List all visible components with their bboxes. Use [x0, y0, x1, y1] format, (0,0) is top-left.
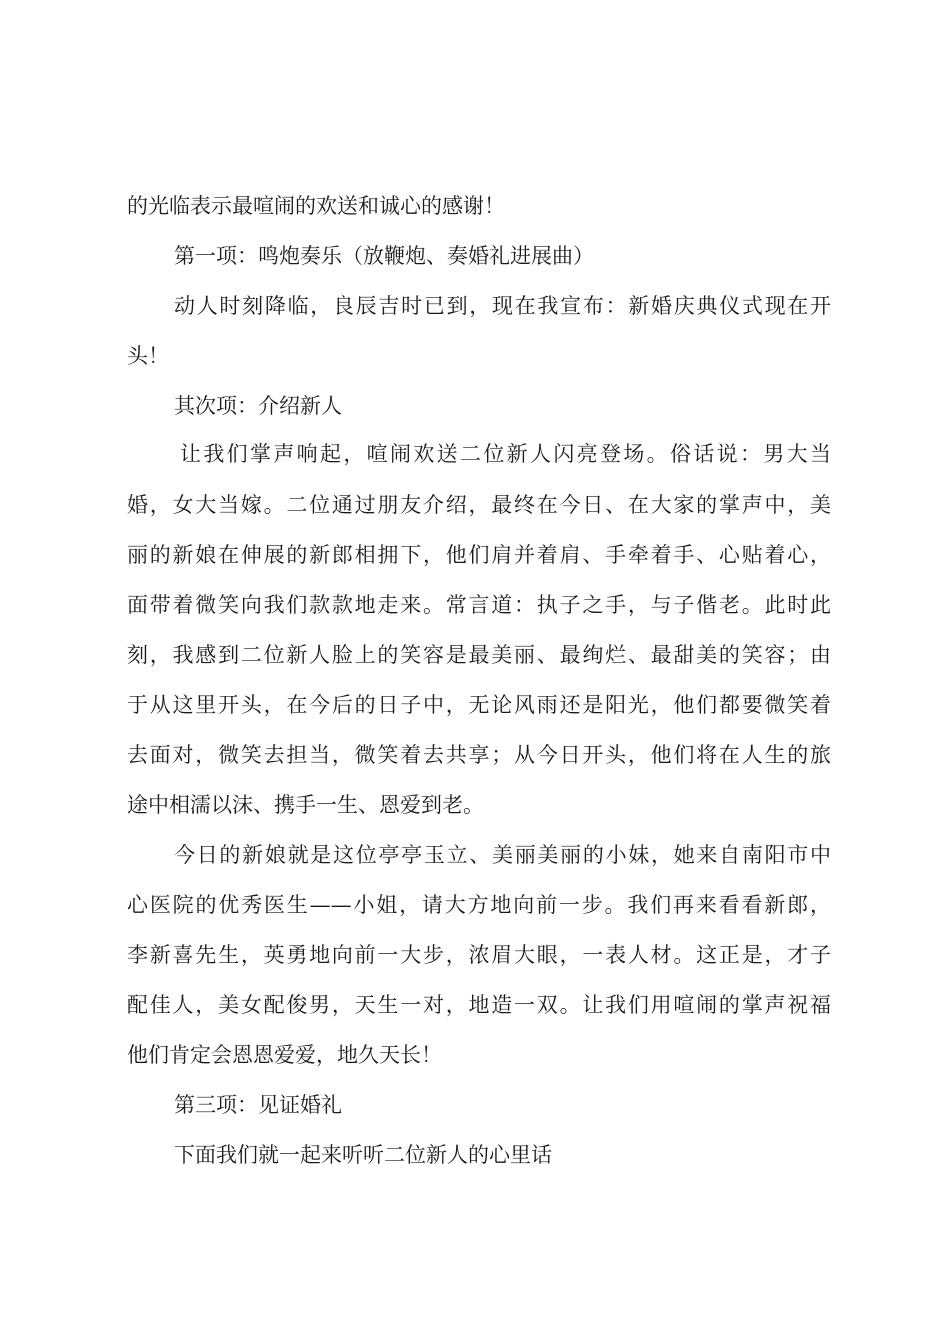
paragraph-line: 面带着微笑向我们款款地走来。常言道：执子之手，与子偕老。此时此: [127, 593, 831, 617]
section-heading-1: 第一项：鸣炮奏乐（放鞭炮、奏婚礼进展曲）: [174, 244, 594, 268]
paragraph-line: 途中相濡以沫、携手一生、恩爱到老。: [127, 793, 484, 817]
paragraph-line: 头！: [127, 344, 169, 368]
paragraph-line: 让我们掌声响起，喧闹欢送二位新人闪亮登场。俗话说：男大当: [180, 442, 831, 466]
section-heading-2: 其次项：介绍新人: [174, 394, 342, 418]
paragraph-line: 心医院的优秀医生——小姐，请大方地向前一步。我们再来看看新郎，: [127, 893, 831, 917]
paragraph-line: 婚，女大当嫁。二位通过朋友介绍，最终在今日、在大家的掌声中，美: [127, 493, 831, 517]
paragraph-line: 李新喜先生，英勇地向前一大步，浓眉大眼，一表人材。这正是，才子: [127, 943, 831, 967]
paragraph-line: 动人时刻降临，良辰吉时已到，现在我宣布：新婚庆典仪式现在开: [174, 294, 831, 318]
paragraph-line: 配佳人，美女配俊男，天生一对，地造一双。让我们用喧闹的掌声祝福: [127, 993, 831, 1017]
section-heading-3: 第三项：见证婚礼: [174, 1093, 342, 1117]
paragraph-line: 丽的新娘在伸展的新郎相拥下，他们肩并着肩、手牵着手、心贴着心，: [127, 543, 831, 567]
paragraph-line: 的光临表示最喧闹的欢送和诚心的感谢！: [127, 194, 505, 218]
paragraph-line: 下面我们就一起来听听二位新人的心里话: [174, 1143, 552, 1167]
paragraph-line: 刻，我感到二位新人脸上的笑容是最美丽、最绚烂、最甜美的笑容；由: [127, 643, 831, 667]
paragraph-line: 去面对，微笑去担当，微笑着去共享；从今日开头，他们将在人生的旅: [127, 743, 831, 767]
paragraph-line: 于从这里开头，在今后的日子中，无论风雨还是阳光，他们都要微笑着: [127, 693, 831, 717]
paragraph-line: 他们肯定会恩恩爱爱，地久天长！: [127, 1043, 442, 1067]
paragraph-line: 今日的新娘就是这位亭亭玉立、美丽美丽的小妹，她来自南阳市中: [174, 843, 831, 867]
